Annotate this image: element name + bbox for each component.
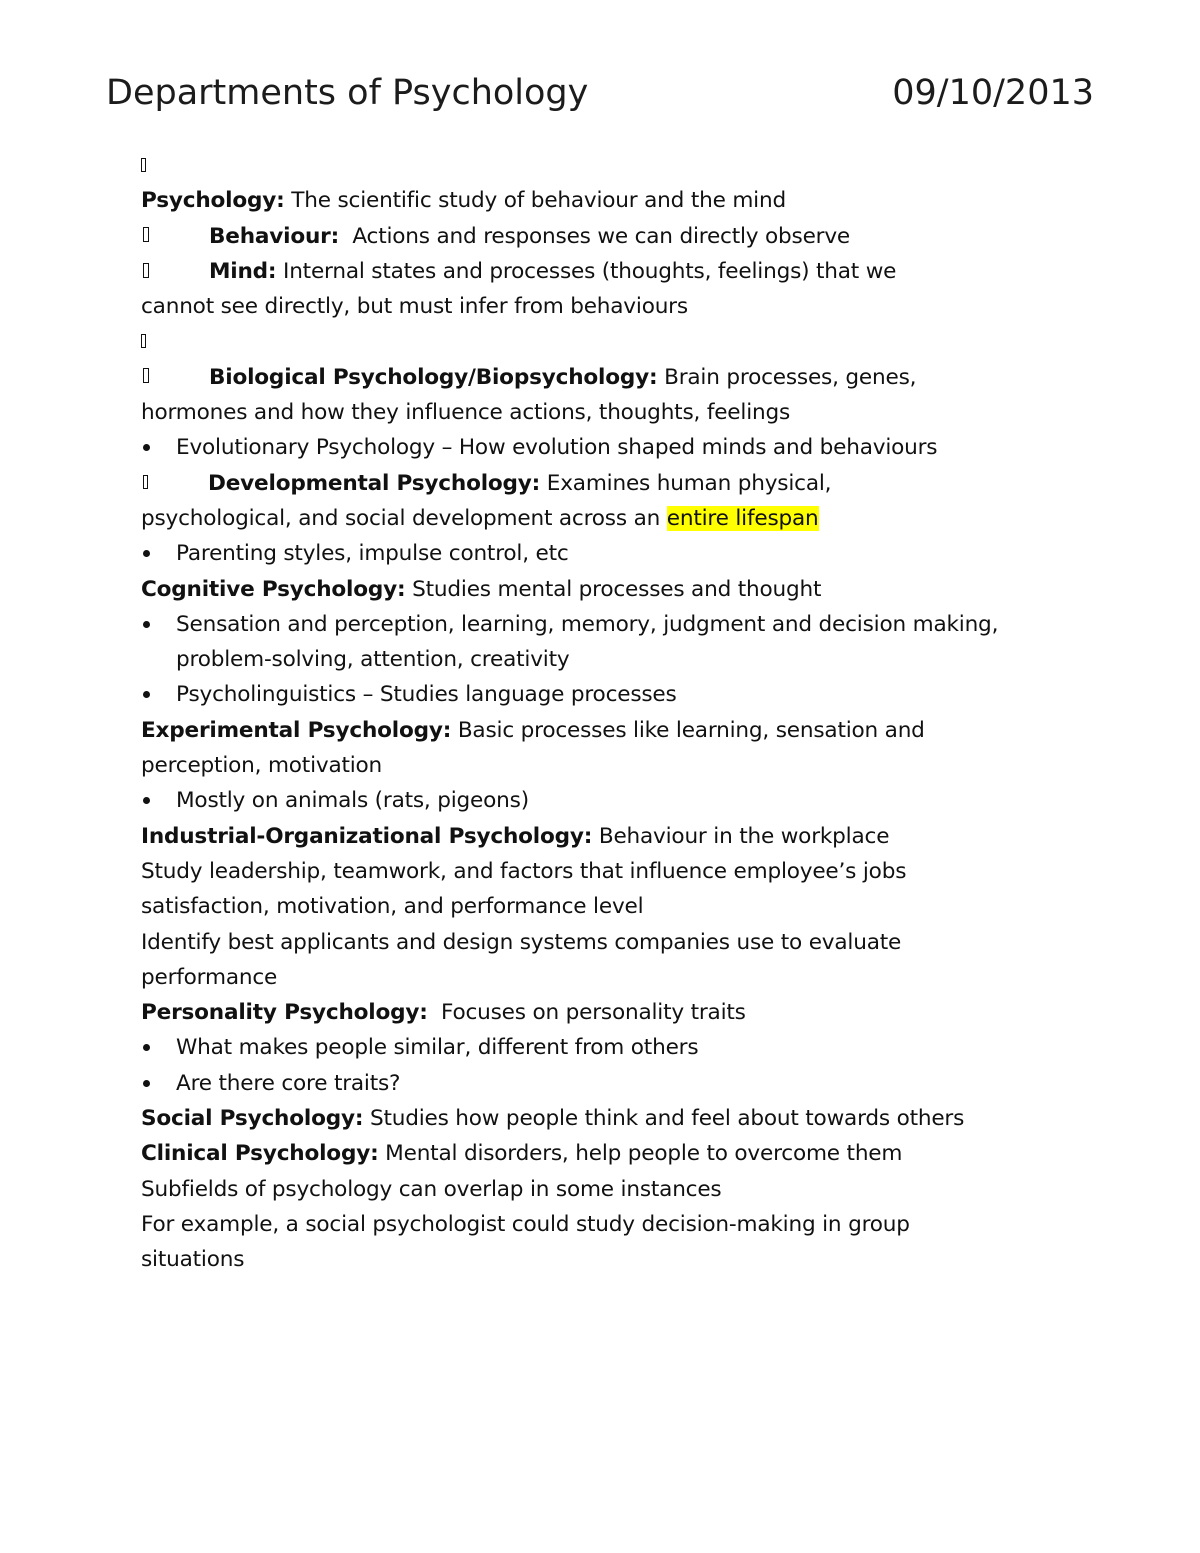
definition: Internal states and processes (thoughts, feelings) that we (276, 258, 897, 284)
definition: Studies mental processes and thought (405, 576, 822, 602)
highlighted-text: entire lifespan (666, 505, 819, 531)
bullet-icon (143, 1044, 150, 1051)
bullet-icon (143, 621, 150, 628)
definition: Mental disorders, help people to overcome them (378, 1141, 903, 1167)
cognitive-definition (141, 572, 1081, 607)
behaviour-definition (141, 219, 1081, 254)
paragraph-line: For example, a social psychologist could study decision-making in group (141, 1211, 910, 1237)
bullet-icon (143, 444, 150, 451)
list-item: Sensation and perception, learning, memory, judgment and decision making, problem-solving, attention, creativity (141, 607, 1081, 678)
social-definition (141, 1101, 1081, 1136)
developmental-definition (141, 466, 1081, 501)
bullet-icon (143, 550, 150, 557)
bullet-icon (143, 1080, 150, 1087)
experimental-definition-cont: perception, motivation (141, 753, 383, 779)
psychology-definition (141, 183, 1081, 218)
list-item: Psycholinguistics – Studies language processes (141, 677, 1081, 712)
paragraph-line: satisfaction, motivation, and performance level (141, 894, 644, 920)
missing-glyph-icon (143, 263, 149, 278)
term: Developmental Psychology: (208, 470, 541, 496)
term: Mind: (209, 258, 277, 284)
definition: Examines human physical, (540, 470, 832, 496)
term: Social Psychology: (141, 1106, 364, 1132)
missing-glyph-icon (141, 334, 146, 348)
document-date: 09/10/2013 (892, 73, 1094, 113)
missing-glyph-icon (143, 475, 148, 489)
biological-definition (141, 360, 1081, 395)
definition: Focuses on personality traits (427, 1000, 746, 1026)
definition: Basic processes like learning, sensation and (451, 717, 925, 743)
biological-definition-cont: hormones and how they influence actions, thoughts, feelings (141, 400, 791, 426)
definition: Studies how people think and feel about towards others (363, 1106, 965, 1132)
experimental-definition (141, 713, 1081, 748)
definition: Behaviour in the workplace (592, 823, 890, 849)
paragraph-line: Subfields of psychology can overlap in some instances (141, 1176, 722, 1202)
term: Personality Psychology: (141, 1000, 428, 1026)
mind-definition-cont: cannot see directly, but must infer from behaviours (141, 294, 688, 320)
empty-line-2 (141, 324, 1081, 359)
document-header (106, 68, 1094, 118)
definition: Brain processes, genes, (657, 364, 917, 390)
mind-definition (141, 254, 1081, 289)
term: Cognitive Psychology: (141, 576, 406, 602)
document-title: Departments of Psychology (106, 73, 589, 113)
term: Biological Psychology/Biopsychology: (209, 364, 658, 390)
developmental-definition-cont: psychological, and social development across an entire lifespan (141, 505, 819, 531)
paragraph-line: Study leadership, teamwork, and factors that influence employee’s jobs (141, 858, 907, 884)
clinical-definition (141, 1136, 1081, 1171)
term: Psychology: (141, 188, 285, 214)
list-item: Mostly on animals (rats, pigeons) (141, 783, 1081, 818)
list-item: Evolutionary Psychology – How evolution shaped minds and behaviours (141, 430, 1081, 465)
definition: Actions and responses we can directly observe (339, 223, 851, 249)
empty-line-1 (141, 148, 1081, 183)
document-body (141, 148, 1081, 1278)
missing-glyph-icon (143, 227, 149, 242)
paragraph-line: situations (141, 1247, 245, 1273)
term: Industrial-Organizational Psychology: (141, 823, 593, 849)
industrial-definition (141, 819, 1081, 854)
bullet-icon (143, 691, 150, 698)
missing-glyph-icon (143, 368, 149, 383)
missing-glyph-icon (141, 158, 146, 172)
definition: The scientific study of behaviour and the mind (284, 188, 786, 214)
list-item: Are there core traits? (141, 1066, 1081, 1101)
personality-definition (141, 995, 1081, 1030)
list-item: Parenting styles, impulse control, etc (141, 536, 1081, 571)
paragraph-line: Identify best applicants and design systems companies use to evaluate (141, 929, 902, 955)
paragraph-line: performance (141, 964, 278, 990)
bullet-icon (143, 797, 150, 804)
term: Clinical Psychology: (141, 1141, 379, 1167)
term: Behaviour: (209, 223, 340, 249)
term: Experimental Psychology: (141, 717, 452, 743)
list-item: What makes people similar, different from others (141, 1030, 1081, 1065)
